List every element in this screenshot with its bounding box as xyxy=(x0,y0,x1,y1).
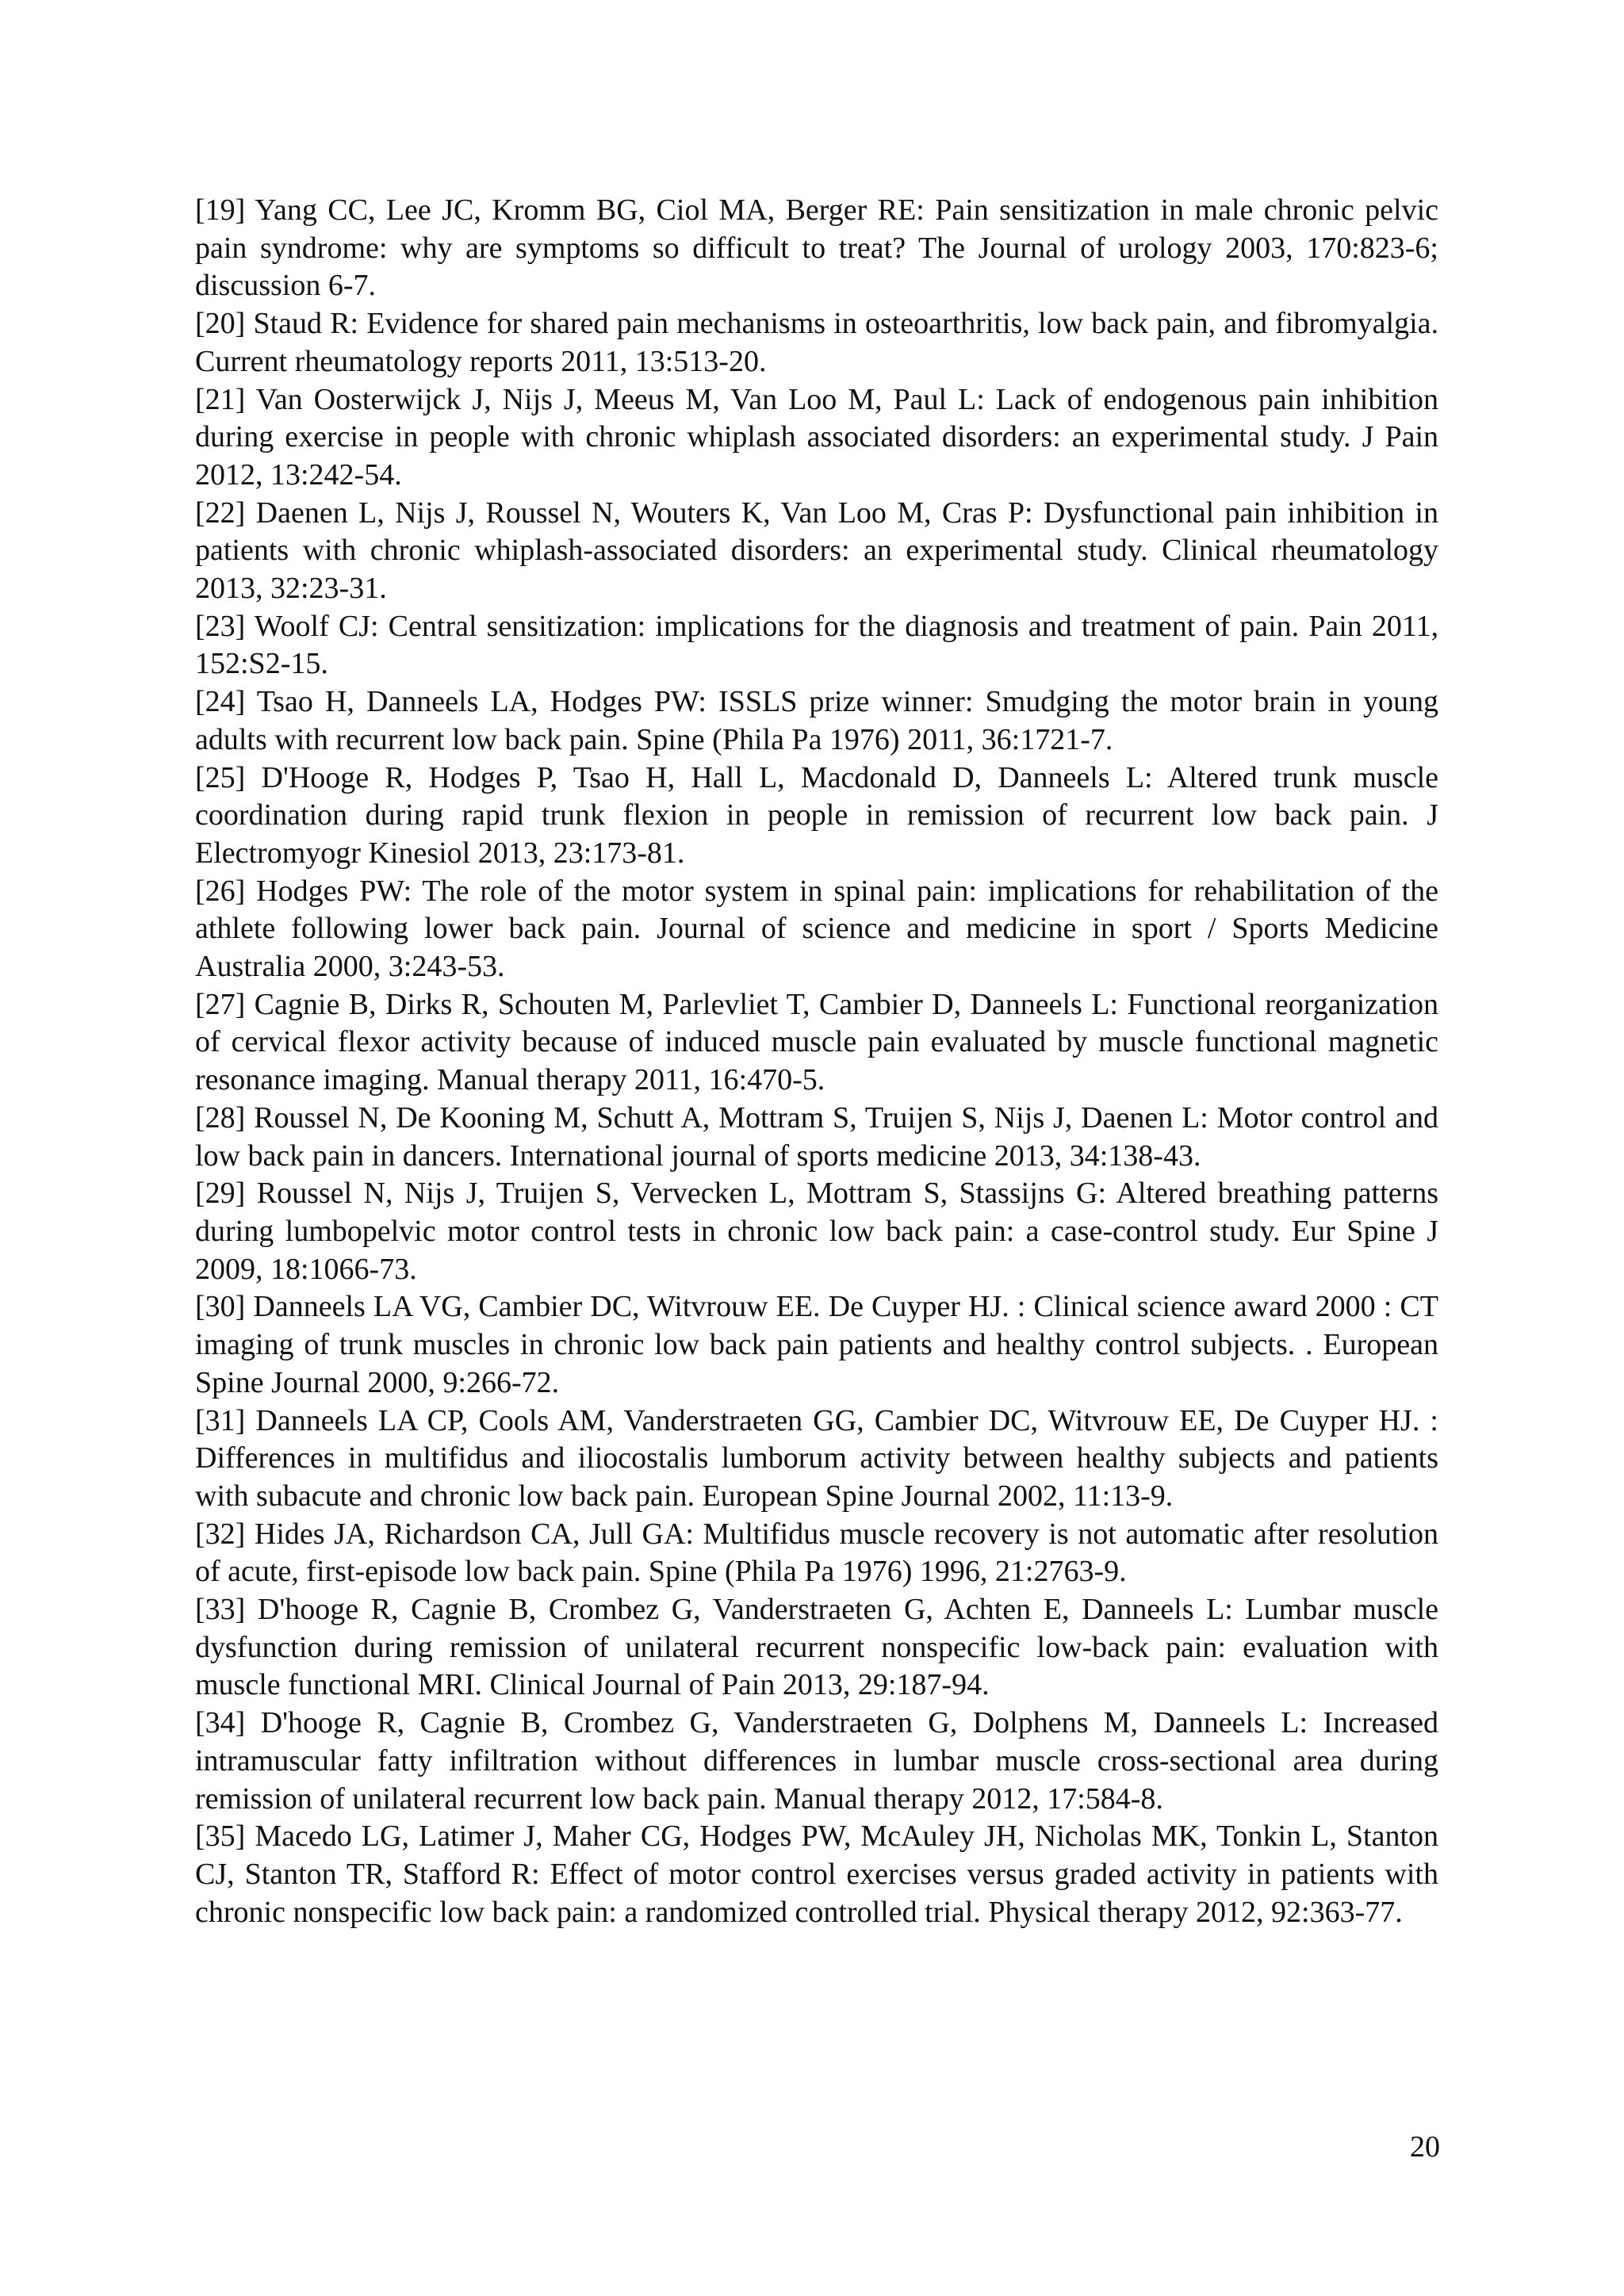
reference-23: [23] Woolf CJ: Central sensitization: implications for the diagnosis and treatment of pain. Pain 2011, 152:S2-15. xyxy=(195,609,1438,681)
reference-28: [28] Roussel N, De Kooning M, Schutt A, Mottram S, Truijen S, Nijs J, Daenen L: Motor control and low back pain in dancers. International journal of sports medicine 2013, 34:138-43. xyxy=(195,1100,1438,1173)
reference-25: [25] D'Hooge R, Hodges P, Tsao H, Hall L, Macdonald D, Danneels L: Altered trunk muscle coordination during rapid trunk flexion in people in remission of recurrent low back pain. J Electromyogr Kinesiol 2013, 23:173-81. xyxy=(195,760,1438,870)
reference-20: [20] Staud R: Evidence for shared pain mechanisms in osteoarthritis, low back pain, and fibromyalgia. Current rheumatology reports 2011, 13:513-20. xyxy=(195,307,1438,378)
reference-34: [34] D'hooge R, Cagnie B, Crombez G, Vanderstraeten G, Dolphens M, Danneels L: Increased intramuscular fatty infiltration without differences in lumbar muscle cross-sectional area during remission of unilateral recurrent low back pain. Manual therapy 2012, 17:584-8. xyxy=(195,1706,1438,1816)
reference-35: [35] Macedo LG, Latimer J, Maher CG, Hodges PW, McAuley JH, Nicholas MK, Tonkin L, Stanton CJ, Stanton TR, Stafford R: Effect of motor control exercises versus graded activity in patients with chronic nonspecific low back pain: a randomized controlled trial. Physical therapy 2012, 92:363-77. xyxy=(195,1820,1438,1929)
reference-19: [19] Yang CC, Lee JC, Kromm BG, Ciol MA, Berger RE: Pain sensitization in male chronic pelvic pain syndrome: why are symptoms so difficult to treat? The Journal of urology 2003, 170:823-6; discussion 6-7. xyxy=(195,193,1438,303)
reference-33: [33] D'hooge R, Cagnie B, Crombez G, Vanderstraeten G, Achten E, Danneels L: Lumbar muscle dysfunction during remission of unilateral recurrent nonspecific low-back pain: evaluation with muscle functional MRI. Clinical Journal of Pain 2013, 29:187-94. xyxy=(195,1593,1438,1702)
reference-list xyxy=(195,192,1438,1931)
reference-22: [22] Daenen L, Nijs J, Roussel N, Wouters K, Van Loo M, Cras P: Dysfunctional pain inhibition in patients with chronic whiplash-associated disorders: an experimental study. Clinical rheumatology 2013, 32:23-31. xyxy=(195,496,1438,606)
reference-29: [29] Roussel N, Nijs J, Truijen S, Vervecken L, Mottram S, Stassijns G: Altered breathing patterns during lumbopelvic motor control tests in chronic low back pain: a case-control study. Eur Spine J 2009, 18:1066-73. xyxy=(195,1177,1438,1286)
reference-27: [27] Cagnie B, Dirks R, Schouten M, Parlevliet T, Cambier D, Danneels L: Functional reorganization of cervical flexor activity because of induced muscle pain evaluated by muscle functional magnetic resonance imaging. Manual therapy 2011, 16:470-5. xyxy=(195,987,1438,1097)
reference-32: [32] Hides JA, Richardson CA, Jull GA: Multifidus muscle recovery is not automatic after resolution of acute, first-episode low back pain. Spine (Phila Pa 1976) 1996, 21:2763-9. xyxy=(195,1517,1438,1589)
page-number: 20 xyxy=(1410,2130,1440,2164)
reference-21: [21] Van Oosterwijck J, Nijs J, Meeus M, Van Loo M, Paul L: Lack of endogenous pain inhibition during exercise in people with chronic whiplash associated disorders: an experimental study. J Pain 2012, 13:242-54. xyxy=(195,382,1438,492)
reference-31: [31] Danneels LA CP, Cools AM, Vanderstraeten GG, Cambier DC, Witvrouw EE, De Cuyper HJ. : Differences in multifidus and iliocostalis lumborum activity between healthy subjects and patients with subacute and chronic low back pain. European Spine Journal 2002, 11:13-9. xyxy=(195,1403,1438,1513)
reference-26: [26] Hodges PW: The role of the motor system in spinal pain: implications for rehabilitation of the athlete following lower back pain. Journal of science and medicine in sport / Sports Medicine Australia 2000, 3:243-53. xyxy=(195,874,1438,984)
reference-30: [30] Danneels LA VG, Cambier DC, Witvrouw EE. De Cuyper HJ. : Clinical science award 2000 : CT imaging of trunk muscles in chronic low back pain patients and healthy control subjects. . European Spine Journal 2000, 9:266-72. xyxy=(195,1290,1438,1399)
reference-24: [24] Tsao H, Danneels LA, Hodges PW: ISSLS prize winner: Smudging the motor brain in young adults with recurrent low back pain. Spine (Phila Pa 1976) 2011, 36:1721-7. xyxy=(195,685,1438,756)
